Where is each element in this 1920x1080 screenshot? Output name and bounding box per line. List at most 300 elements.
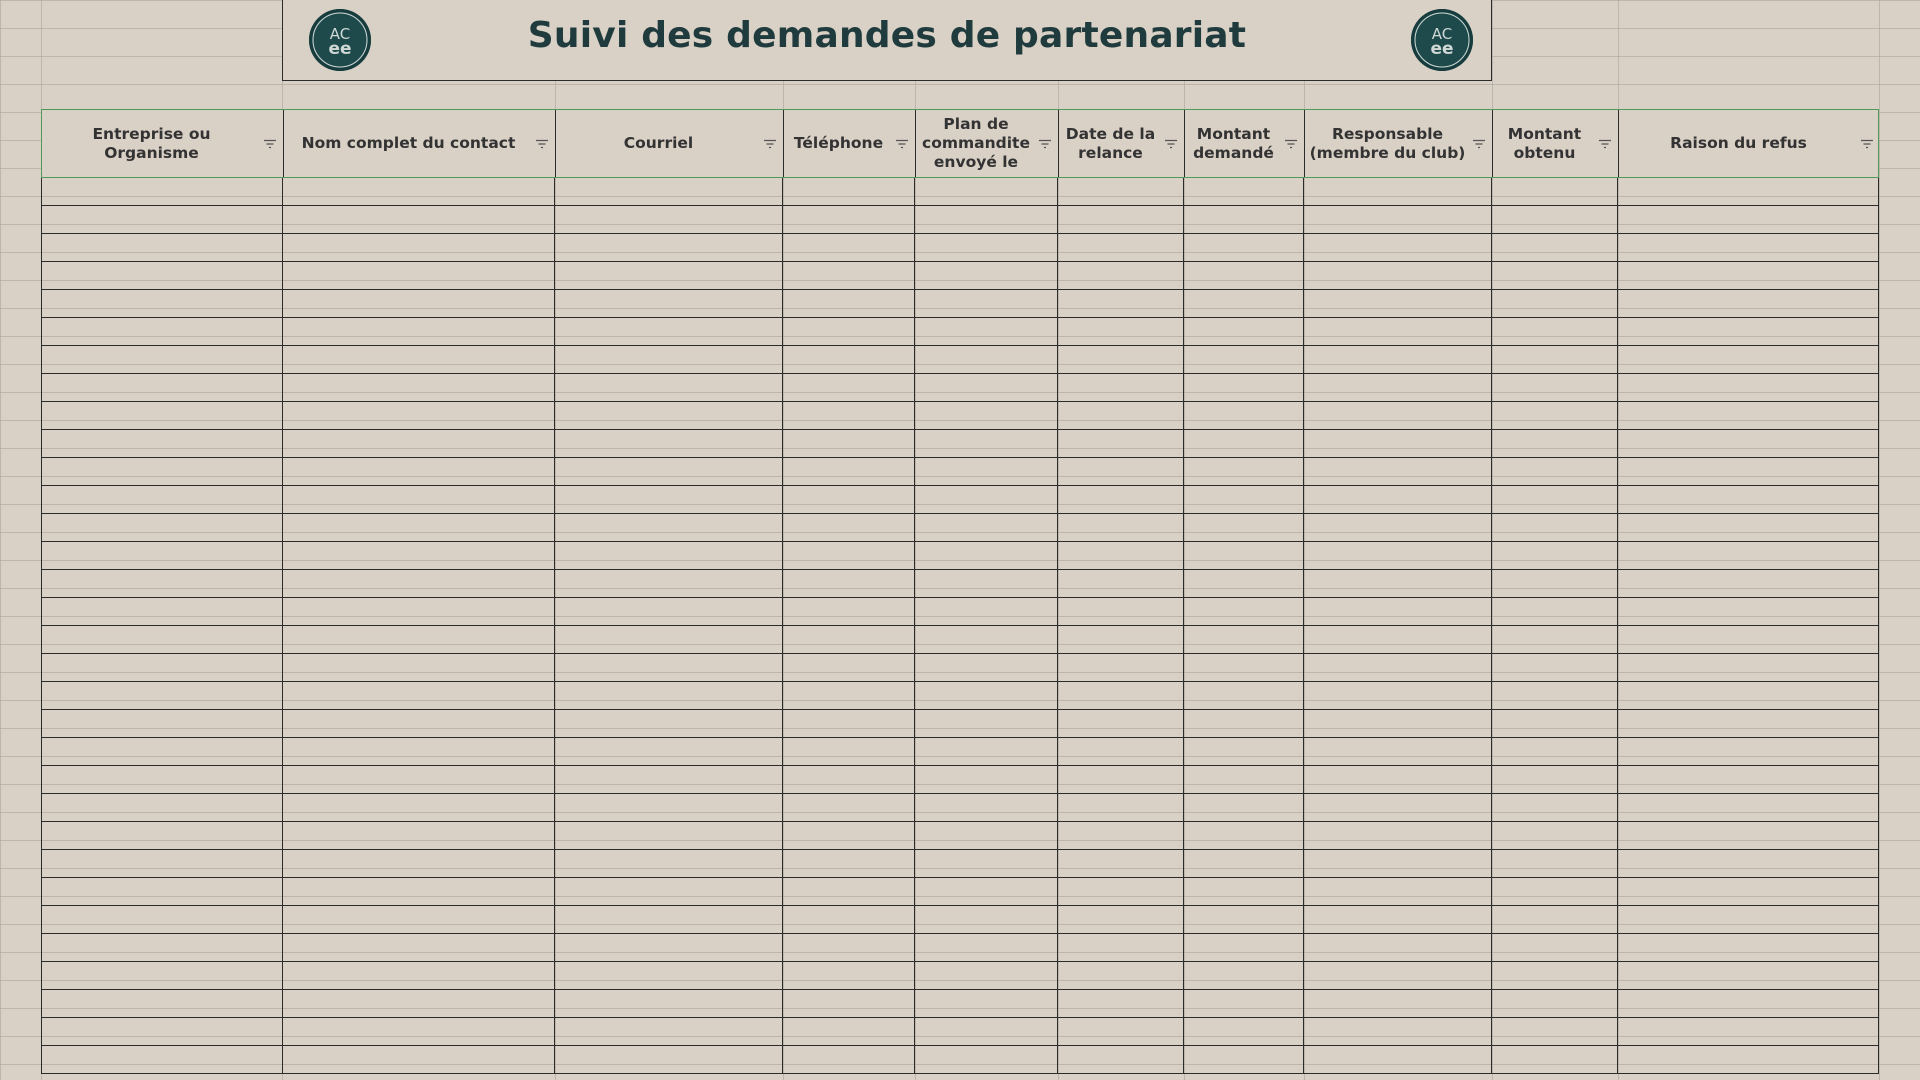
filter-icon[interactable] [1472, 139, 1486, 149]
table-cell[interactable] [1492, 234, 1618, 261]
table-cell[interactable] [1492, 458, 1618, 485]
table-cell[interactable] [42, 206, 283, 233]
table-cell[interactable] [1304, 458, 1492, 485]
table-cell[interactable] [283, 262, 555, 289]
table-cell[interactable] [915, 934, 1058, 961]
table-cell[interactable] [783, 570, 915, 597]
table-cell[interactable] [283, 766, 555, 793]
table-cell[interactable] [555, 318, 783, 345]
table-cell[interactable] [283, 850, 555, 877]
table-cell[interactable] [1304, 850, 1492, 877]
filter-icon[interactable] [1038, 139, 1052, 149]
table-cell[interactable] [42, 990, 283, 1017]
table-cell[interactable] [1304, 906, 1492, 933]
table-cell[interactable] [1184, 878, 1304, 905]
table-cell[interactable] [1184, 486, 1304, 513]
table-cell[interactable] [42, 962, 283, 989]
filter-icon[interactable] [535, 139, 549, 149]
column-header-plan-commandite[interactable] [916, 110, 1059, 177]
table-cell[interactable] [1304, 1046, 1492, 1073]
table-cell[interactable] [783, 626, 915, 653]
table-cell[interactable] [283, 738, 555, 765]
table-cell[interactable] [283, 710, 555, 737]
table-cell[interactable] [1304, 178, 1492, 205]
table-cell[interactable] [42, 850, 283, 877]
table-cell[interactable] [1492, 850, 1618, 877]
table-cell[interactable] [783, 346, 915, 373]
table-cell[interactable] [1304, 654, 1492, 681]
table-cell[interactable] [783, 878, 915, 905]
table-cell[interactable] [1184, 346, 1304, 373]
table-cell[interactable] [555, 514, 783, 541]
table-cell[interactable] [915, 794, 1058, 821]
filter-icon[interactable] [763, 139, 777, 149]
table-cell[interactable] [1184, 570, 1304, 597]
table-cell[interactable] [283, 178, 555, 205]
table-cell[interactable] [283, 290, 555, 317]
table-cell[interactable] [915, 654, 1058, 681]
table-cell[interactable] [42, 906, 283, 933]
table-cell[interactable] [1492, 934, 1618, 961]
table-cell[interactable] [1492, 822, 1618, 849]
table-cell[interactable] [1058, 710, 1184, 737]
table-cell[interactable] [555, 906, 783, 933]
table-cell[interactable] [1618, 626, 1878, 653]
table-cell[interactable] [283, 234, 555, 261]
table-cell[interactable] [1492, 878, 1618, 905]
table-cell[interactable] [1618, 794, 1878, 821]
table-cell[interactable] [555, 962, 783, 989]
table-cell[interactable] [42, 794, 283, 821]
table-cell[interactable] [1058, 878, 1184, 905]
table-cell[interactable] [915, 626, 1058, 653]
table-cell[interactable] [1492, 598, 1618, 625]
table-cell[interactable] [915, 766, 1058, 793]
table-cell[interactable] [1058, 766, 1184, 793]
table-cell[interactable] [555, 430, 783, 457]
table-cell[interactable] [1184, 962, 1304, 989]
table-cell[interactable] [783, 542, 915, 569]
table-cell[interactable] [283, 934, 555, 961]
table-cell[interactable] [42, 318, 283, 345]
table-cell[interactable] [555, 822, 783, 849]
table-cell[interactable] [1492, 654, 1618, 681]
table-cell[interactable] [42, 430, 283, 457]
table-cell[interactable] [1304, 794, 1492, 821]
table-cell[interactable] [1618, 766, 1878, 793]
column-header-montant-demande[interactable] [1185, 110, 1305, 177]
table-cell[interactable] [1184, 262, 1304, 289]
table-cell[interactable] [1492, 1046, 1618, 1073]
filter-icon[interactable] [895, 139, 909, 149]
table-cell[interactable] [283, 458, 555, 485]
table-cell[interactable] [1184, 738, 1304, 765]
table-cell[interactable] [783, 1046, 915, 1073]
table-cell[interactable] [1492, 990, 1618, 1017]
table-cell[interactable] [915, 318, 1058, 345]
table-cell[interactable] [915, 290, 1058, 317]
table-cell[interactable] [1492, 486, 1618, 513]
table-cell[interactable] [1058, 682, 1184, 709]
table-cell[interactable] [42, 738, 283, 765]
table-cell[interactable] [783, 178, 915, 205]
table-cell[interactable] [1184, 514, 1304, 541]
table-cell[interactable] [1618, 1046, 1878, 1073]
table-cell[interactable] [1058, 402, 1184, 429]
table-cell[interactable] [1618, 206, 1878, 233]
table-cell[interactable] [1618, 430, 1878, 457]
table-cell[interactable] [1304, 682, 1492, 709]
table-cell[interactable] [1618, 458, 1878, 485]
table-cell[interactable] [555, 402, 783, 429]
table-cell[interactable] [555, 598, 783, 625]
table-cell[interactable] [1058, 206, 1184, 233]
table-cell[interactable] [283, 542, 555, 569]
table-cell[interactable] [1184, 934, 1304, 961]
table-cell[interactable] [1304, 962, 1492, 989]
table-cell[interactable] [783, 794, 915, 821]
table-cell[interactable] [555, 234, 783, 261]
table-cell[interactable] [283, 570, 555, 597]
table-cell[interactable] [1304, 318, 1492, 345]
table-cell[interactable] [1618, 402, 1878, 429]
table-cell[interactable] [283, 430, 555, 457]
table-cell[interactable] [1492, 962, 1618, 989]
column-header-date-relance[interactable] [1059, 110, 1185, 177]
table-cell[interactable] [283, 1046, 555, 1073]
table-cell[interactable] [42, 234, 283, 261]
table-cell[interactable] [42, 374, 283, 401]
table-cell[interactable] [783, 850, 915, 877]
table-cell[interactable] [42, 822, 283, 849]
table-cell[interactable] [1618, 178, 1878, 205]
table-cell[interactable] [1184, 290, 1304, 317]
table-cell[interactable] [555, 738, 783, 765]
table-cell[interactable] [1304, 206, 1492, 233]
table-cell[interactable] [555, 262, 783, 289]
table-cell[interactable] [1618, 486, 1878, 513]
table-cell[interactable] [1618, 710, 1878, 737]
table-cell[interactable] [915, 542, 1058, 569]
table-cell[interactable] [42, 402, 283, 429]
table-cell[interactable] [42, 178, 283, 205]
table-cell[interactable] [783, 374, 915, 401]
table-cell[interactable] [1058, 430, 1184, 457]
table-cell[interactable] [283, 794, 555, 821]
filter-icon[interactable] [1598, 139, 1612, 149]
column-header-responsable[interactable] [1305, 110, 1493, 177]
table-cell[interactable] [1304, 738, 1492, 765]
table-cell[interactable] [555, 878, 783, 905]
table-cell[interactable] [283, 626, 555, 653]
table-cell[interactable] [783, 766, 915, 793]
table-cell[interactable] [283, 682, 555, 709]
table-cell[interactable] [783, 514, 915, 541]
table-cell[interactable] [42, 710, 283, 737]
filter-icon[interactable] [1860, 139, 1874, 149]
table-cell[interactable] [1058, 822, 1184, 849]
table-cell[interactable] [283, 990, 555, 1017]
table-cell[interactable] [1618, 262, 1878, 289]
table-cell[interactable] [555, 710, 783, 737]
table-cell[interactable] [1058, 514, 1184, 541]
table-cell[interactable] [1492, 178, 1618, 205]
table-cell[interactable] [1618, 598, 1878, 625]
table-cell[interactable] [42, 290, 283, 317]
table-cell[interactable] [283, 962, 555, 989]
table-cell[interactable] [1058, 262, 1184, 289]
table-cell[interactable] [783, 1018, 915, 1045]
table-cell[interactable] [1492, 430, 1618, 457]
table-cell[interactable] [555, 1018, 783, 1045]
table-cell[interactable] [42, 1018, 283, 1045]
table-cell[interactable] [1492, 1018, 1618, 1045]
table-cell[interactable] [283, 598, 555, 625]
table-cell[interactable] [1618, 514, 1878, 541]
table-cell[interactable] [1184, 990, 1304, 1017]
table-cell[interactable] [1304, 626, 1492, 653]
table-cell[interactable] [783, 290, 915, 317]
table-cell[interactable] [1058, 234, 1184, 261]
table-cell[interactable] [1618, 290, 1878, 317]
table-cell[interactable] [915, 990, 1058, 1017]
table-cell[interactable] [1184, 402, 1304, 429]
table-cell[interactable] [783, 934, 915, 961]
table-cell[interactable] [1058, 374, 1184, 401]
table-cell[interactable] [1184, 598, 1304, 625]
table-cell[interactable] [915, 682, 1058, 709]
table-cell[interactable] [915, 906, 1058, 933]
table-cell[interactable] [1618, 878, 1878, 905]
table-cell[interactable] [1304, 878, 1492, 905]
column-header-contact[interactable] [284, 110, 556, 177]
table-cell[interactable] [42, 766, 283, 793]
table-cell[interactable] [1304, 402, 1492, 429]
table-cell[interactable] [283, 318, 555, 345]
table-cell[interactable] [1184, 374, 1304, 401]
table-cell[interactable] [915, 1046, 1058, 1073]
table-cell[interactable] [42, 458, 283, 485]
table-cell[interactable] [1492, 766, 1618, 793]
table-cell[interactable] [783, 962, 915, 989]
table-cell[interactable] [555, 682, 783, 709]
filter-icon[interactable] [1164, 139, 1178, 149]
table-cell[interactable] [1184, 1046, 1304, 1073]
table-cell[interactable] [555, 934, 783, 961]
table-cell[interactable] [783, 262, 915, 289]
table-cell[interactable] [1058, 486, 1184, 513]
table-cell[interactable] [1618, 990, 1878, 1017]
table-cell[interactable] [1492, 290, 1618, 317]
table-cell[interactable] [1492, 542, 1618, 569]
table-cell[interactable] [915, 402, 1058, 429]
table-cell[interactable] [1304, 374, 1492, 401]
table-cell[interactable] [283, 878, 555, 905]
table-cell[interactable] [783, 234, 915, 261]
table-cell[interactable] [783, 906, 915, 933]
table-cell[interactable] [1618, 234, 1878, 261]
table-cell[interactable] [783, 738, 915, 765]
table-cell[interactable] [1492, 682, 1618, 709]
table-cell[interactable] [1492, 346, 1618, 373]
table-cell[interactable] [555, 850, 783, 877]
table-cell[interactable] [915, 374, 1058, 401]
table-cell[interactable] [1492, 710, 1618, 737]
table-cell[interactable] [42, 514, 283, 541]
table-cell[interactable] [1058, 934, 1184, 961]
table-cell[interactable] [783, 486, 915, 513]
table-cell[interactable] [783, 710, 915, 737]
table-cell[interactable] [283, 206, 555, 233]
table-cell[interactable] [1492, 514, 1618, 541]
table-cell[interactable] [1184, 1018, 1304, 1045]
table-cell[interactable] [1304, 486, 1492, 513]
table-cell[interactable] [1184, 234, 1304, 261]
table-cell[interactable] [555, 290, 783, 317]
table-cell[interactable] [1184, 794, 1304, 821]
table-cell[interactable] [42, 262, 283, 289]
table-cell[interactable] [283, 822, 555, 849]
table-cell[interactable] [1184, 458, 1304, 485]
table-cell[interactable] [783, 458, 915, 485]
table-cell[interactable] [283, 1018, 555, 1045]
table-cell[interactable] [1058, 178, 1184, 205]
table-cell[interactable] [1184, 850, 1304, 877]
table-cell[interactable] [915, 514, 1058, 541]
table-cell[interactable] [1058, 570, 1184, 597]
table-cell[interactable] [555, 570, 783, 597]
partnership-table[interactable] [41, 109, 1879, 1074]
table-cell[interactable] [283, 654, 555, 681]
table-cell[interactable] [1058, 542, 1184, 569]
table-cell[interactable] [1058, 290, 1184, 317]
table-cell[interactable] [42, 878, 283, 905]
table-cell[interactable] [1492, 318, 1618, 345]
table-cell[interactable] [915, 458, 1058, 485]
table-cell[interactable] [915, 262, 1058, 289]
table-cell[interactable] [1304, 262, 1492, 289]
table-cell[interactable] [1058, 598, 1184, 625]
table-cell[interactable] [1304, 1018, 1492, 1045]
table-cell[interactable] [1184, 626, 1304, 653]
table-cell[interactable] [283, 346, 555, 373]
table-cell[interactable] [1058, 850, 1184, 877]
table-cell[interactable] [1184, 654, 1304, 681]
table-cell[interactable] [1304, 514, 1492, 541]
column-header-entreprise[interactable] [42, 110, 284, 177]
table-cell[interactable] [42, 542, 283, 569]
column-header-telephone[interactable] [784, 110, 916, 177]
table-cell[interactable] [42, 486, 283, 513]
table-cell[interactable] [915, 878, 1058, 905]
table-cell[interactable] [1618, 542, 1878, 569]
table-cell[interactable] [783, 822, 915, 849]
table-cell[interactable] [783, 318, 915, 345]
table-cell[interactable] [283, 486, 555, 513]
table-cell[interactable] [1618, 1018, 1878, 1045]
table-cell[interactable] [1492, 906, 1618, 933]
table-cell[interactable] [1304, 542, 1492, 569]
table-cell[interactable] [915, 206, 1058, 233]
table-cell[interactable] [555, 766, 783, 793]
table-cell[interactable] [1618, 906, 1878, 933]
table-cell[interactable] [42, 682, 283, 709]
table-cell[interactable] [555, 542, 783, 569]
table-cell[interactable] [42, 934, 283, 961]
table-cell[interactable] [1184, 430, 1304, 457]
table-cell[interactable] [915, 598, 1058, 625]
table-cell[interactable] [1058, 962, 1184, 989]
table-cell[interactable] [283, 402, 555, 429]
table-cell[interactable] [555, 654, 783, 681]
table-cell[interactable] [555, 486, 783, 513]
table-cell[interactable] [555, 178, 783, 205]
table-cell[interactable] [555, 990, 783, 1017]
table-cell[interactable] [1492, 738, 1618, 765]
table-cell[interactable] [1184, 318, 1304, 345]
table-cell[interactable] [1058, 738, 1184, 765]
table-cell[interactable] [1618, 738, 1878, 765]
table-cell[interactable] [555, 346, 783, 373]
table-cell[interactable] [915, 710, 1058, 737]
table-cell[interactable] [783, 682, 915, 709]
column-header-montant-obtenu[interactable] [1493, 110, 1619, 177]
table-cell[interactable] [1618, 682, 1878, 709]
table-cell[interactable] [555, 374, 783, 401]
table-cell[interactable] [1618, 934, 1878, 961]
table-cell[interactable] [1304, 766, 1492, 793]
column-header-courriel[interactable] [556, 110, 784, 177]
table-cell[interactable] [555, 626, 783, 653]
table-cell[interactable] [1304, 990, 1492, 1017]
table-cell[interactable] [283, 374, 555, 401]
table-cell[interactable] [1618, 822, 1878, 849]
table-cell[interactable] [1058, 346, 1184, 373]
table-cell[interactable] [42, 598, 283, 625]
table-cell[interactable] [783, 402, 915, 429]
table-cell[interactable] [915, 570, 1058, 597]
table-cell[interactable] [1618, 654, 1878, 681]
table-cell[interactable] [1058, 458, 1184, 485]
table-cell[interactable] [1058, 794, 1184, 821]
table-cell[interactable] [555, 794, 783, 821]
table-cell[interactable] [783, 654, 915, 681]
title-banner[interactable] [282, 0, 1492, 81]
table-cell[interactable] [915, 430, 1058, 457]
table-cell[interactable] [1184, 822, 1304, 849]
table-cell[interactable] [915, 486, 1058, 513]
table-cell[interactable] [1492, 206, 1618, 233]
table-cell[interactable] [1058, 1018, 1184, 1045]
table-cell[interactable] [1304, 934, 1492, 961]
table-cell[interactable] [1492, 402, 1618, 429]
table-cell[interactable] [1184, 542, 1304, 569]
table-cell[interactable] [1058, 626, 1184, 653]
table-cell[interactable] [1184, 178, 1304, 205]
table-cell[interactable] [42, 346, 283, 373]
table-cell[interactable] [555, 1046, 783, 1073]
table-cell[interactable] [1304, 290, 1492, 317]
table-cell[interactable] [783, 598, 915, 625]
table-cell[interactable] [1618, 850, 1878, 877]
table-cell[interactable] [783, 430, 915, 457]
filter-icon[interactable] [263, 139, 277, 149]
table-cell[interactable] [555, 206, 783, 233]
table-cell[interactable] [1184, 906, 1304, 933]
table-cell[interactable] [42, 1046, 283, 1073]
table-cell[interactable] [1492, 626, 1618, 653]
table-cell[interactable] [42, 570, 283, 597]
